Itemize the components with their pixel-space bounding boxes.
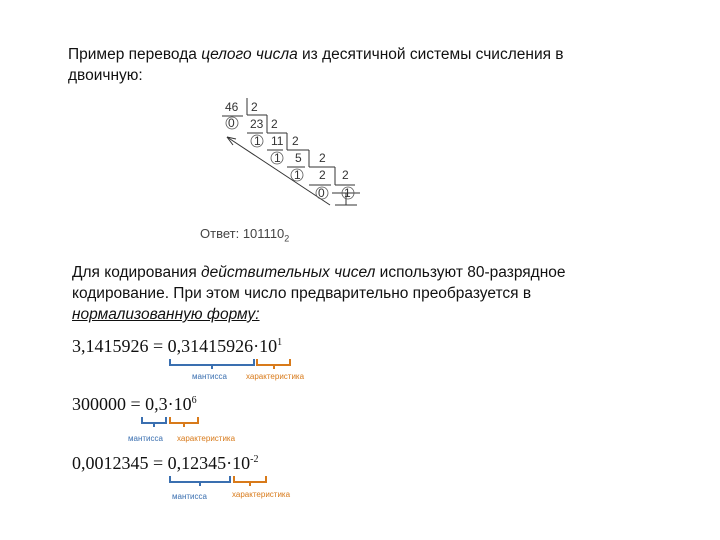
formula-3-mantissa: 0,12345 [167, 453, 227, 473]
formula-1-power: ·10 [253, 336, 278, 356]
div-dividend-5: 2 [319, 168, 326, 182]
div-divisor-5: 2 [342, 168, 349, 182]
formula-3-left: 0,0012345 = [72, 453, 168, 473]
div-divisor-4: 2 [319, 151, 326, 165]
para-italic: действительных чисел [201, 264, 376, 281]
para-underlined: нормализованную форму: [72, 306, 260, 323]
formula-2-left: 300000 = [72, 394, 146, 414]
formula-3-power: ·10 [226, 453, 251, 473]
answer-base: 2 [284, 233, 290, 244]
div-rem-4: 1 [294, 168, 301, 182]
div-rem-5: 0 [318, 186, 325, 200]
formula-1-char-label: характеристика [246, 372, 305, 381]
formula-1-mantissa: 0,31415926 [167, 336, 254, 356]
formula-2-power: ·10 [167, 394, 192, 414]
formula-2-char-label: характеристика [177, 434, 236, 443]
formula-3-mantissa-label: мантисса [172, 492, 207, 501]
div-dividend-2: 23 [250, 117, 264, 131]
intro-part1: Пример перевода [68, 46, 202, 63]
formula-2 [72, 394, 197, 415]
formula-2-braces [140, 416, 220, 430]
formula-1-braces [168, 358, 298, 372]
div-dividend-3: 11 [271, 134, 284, 148]
formula-1-exp: 1 [277, 337, 283, 348]
division-diagram [195, 95, 395, 245]
div-dividend-1: 46 [225, 100, 239, 114]
formula-3-braces [168, 475, 278, 489]
intro-italic: целого числа [201, 46, 298, 63]
formula-2-mantissa-label: мантисса [128, 434, 163, 443]
div-dividend-4: 5 [295, 151, 302, 165]
div-final: 1 [344, 186, 351, 200]
div-divisor-1: 2 [251, 100, 258, 114]
formula-2-mantissa: 0,3 [145, 394, 168, 414]
formula-2-exp: 6 [191, 395, 197, 406]
div-rem-1: 0 [228, 116, 235, 130]
normalized-form-paragraph [72, 262, 632, 325]
para-part1: Для кодирования [72, 264, 202, 281]
formula-1 [72, 336, 282, 357]
div-divisor-3: 2 [292, 134, 299, 148]
intro-part3: из десятичной системы счисления в двоичную: [68, 46, 564, 84]
answer [200, 226, 289, 244]
formula-3 [72, 453, 259, 474]
intro-text [68, 44, 628, 86]
answer-label: Ответ: [200, 226, 240, 241]
div-rem-3: 1 [274, 151, 281, 165]
formula-1-mantissa-label: мантисса [192, 372, 227, 381]
div-divisor-2: 2 [271, 117, 278, 131]
answer-value: 101110 [242, 226, 285, 241]
formula-3-exp: -2 [250, 454, 259, 465]
formula-1-left: 3,1415926 = [72, 336, 168, 356]
para-part3: используют 80-разрядное кодирование. При этом число предварительно преобразуется в [72, 264, 566, 302]
div-rem-2: 1 [254, 134, 261, 148]
formula-3-char-label: характеристика [232, 490, 291, 499]
division-lines [195, 95, 395, 225]
